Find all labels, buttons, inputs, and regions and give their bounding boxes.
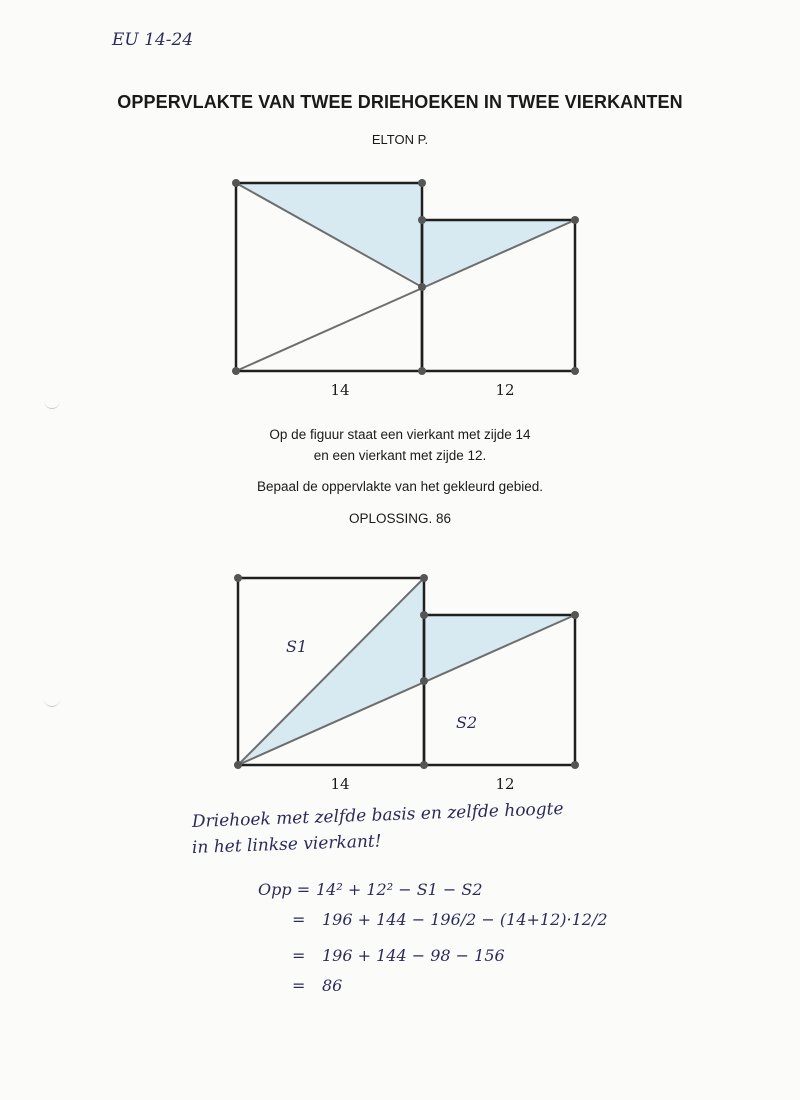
page-title: OPPERVLAKTE VAN TWEE DRIEHOEKEN IN TWEE VIERKANTEN bbox=[117, 92, 683, 112]
vertex-point bbox=[418, 283, 426, 291]
calc-line: 196 + 144 − 98 − 156 bbox=[322, 946, 505, 965]
handwritten-note: Driehoek met zelfde basis en zelfde hoogte bbox=[191, 799, 564, 832]
vertex-point bbox=[232, 179, 240, 187]
region-label-s2: S2 bbox=[456, 713, 478, 732]
vertex-point bbox=[420, 574, 428, 582]
problem-figure bbox=[232, 179, 579, 399]
vertex-point bbox=[420, 611, 428, 619]
side-label-14: 14 bbox=[330, 381, 350, 399]
calc-equals: = bbox=[292, 946, 306, 965]
problem-line: en een vierkant met zijde 12. bbox=[313, 448, 487, 463]
problem-statement bbox=[0, 424, 800, 466]
calc-line: 86 bbox=[322, 976, 343, 995]
side-label-14: 14 bbox=[330, 775, 350, 793]
vertex-point bbox=[420, 761, 428, 769]
handwritten-note: in het linkse vierkant! bbox=[191, 831, 382, 858]
vertex-point bbox=[234, 574, 242, 582]
vertex-point bbox=[571, 761, 579, 769]
side-label-12: 12 bbox=[495, 381, 515, 399]
problem-line: Op de figuur staat een vierkant met zijde 14 bbox=[269, 427, 531, 442]
vertex-point bbox=[571, 216, 579, 224]
vertex-point bbox=[418, 367, 426, 375]
vertex-point bbox=[420, 677, 428, 685]
vertex-point bbox=[418, 216, 426, 224]
vertex-point bbox=[571, 367, 579, 375]
solution-answer: OPLOSSING. 86 bbox=[348, 511, 452, 526]
region-label-s1: S1 bbox=[286, 637, 308, 656]
calc-line: 14² + 12² − S1 − S2 bbox=[316, 880, 483, 899]
vertex-point bbox=[232, 367, 240, 375]
problem-question: Bepaal de oppervlakte van het gekleurd gebied. bbox=[257, 479, 543, 494]
document-id: EU 14-24 bbox=[112, 30, 194, 50]
side-label-12: 12 bbox=[495, 775, 515, 793]
calc-equals: = bbox=[292, 976, 306, 995]
solution-figure bbox=[234, 574, 579, 793]
author: ELTON P. bbox=[371, 132, 429, 147]
calc-equals: = bbox=[292, 910, 306, 929]
vertex-point bbox=[418, 179, 426, 187]
calc-line: 196 + 144 − 196/2 − (14+12)·12/2 bbox=[322, 910, 608, 929]
vertex-point bbox=[571, 611, 579, 619]
calc-lhs: Opp = bbox=[258, 880, 311, 899]
vertex-point bbox=[234, 761, 242, 769]
